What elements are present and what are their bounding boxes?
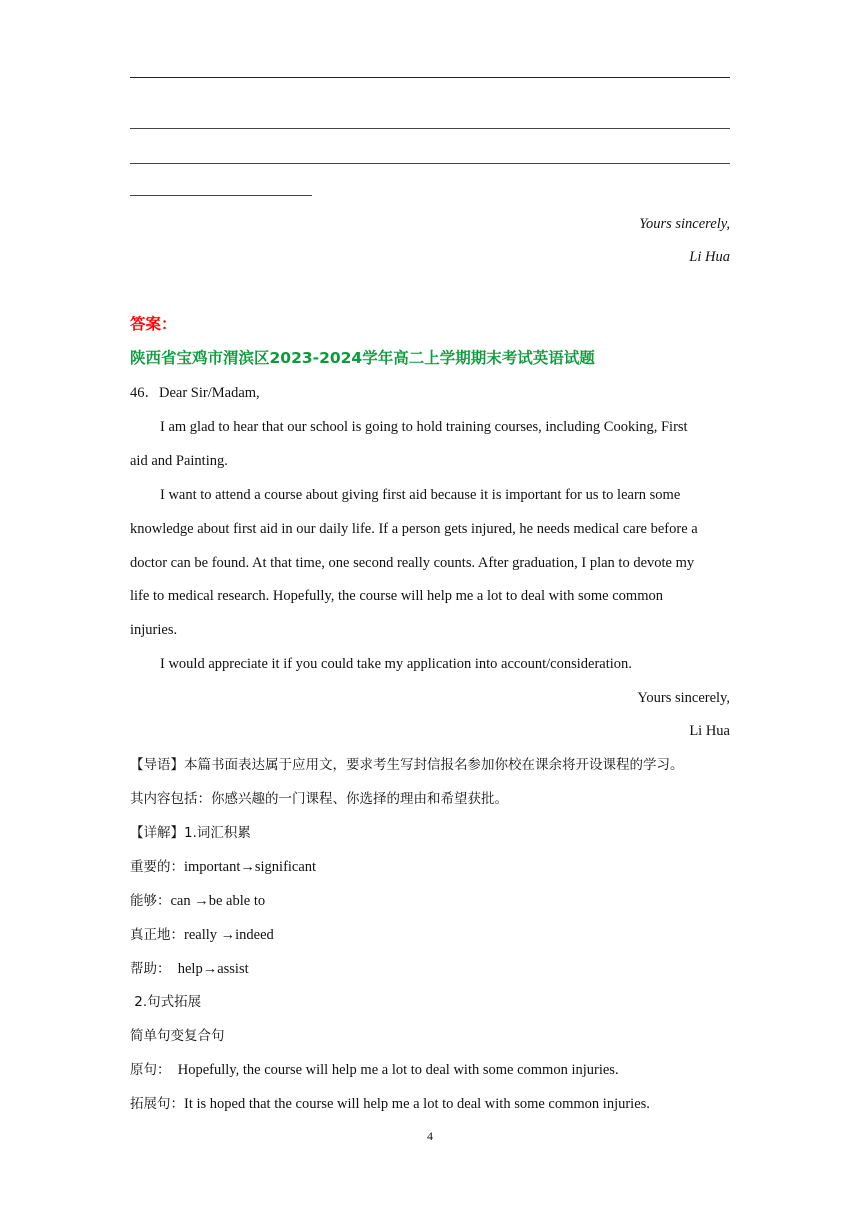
essay-line: injuries. <box>130 622 178 638</box>
detail-heading: 【详解】1.词汇积累 <box>130 825 251 841</box>
original-label: 原句： <box>130 1062 171 1078</box>
vocab-item <box>130 925 730 945</box>
expanded-text: It is hoped that the course will help me a lot to deal with some common injuries. <box>184 1096 650 1112</box>
essay-line: aid and Painting. <box>130 453 228 469</box>
answer-label: 答案： <box>130 315 177 333</box>
writing-line <box>130 195 312 196</box>
section-subheading: 简单句变复合句 <box>130 1028 225 1044</box>
vocab-item <box>130 891 730 911</box>
vocab-zh: 重要的： <box>130 859 184 875</box>
signoff-name: Li Hua <box>689 249 730 265</box>
original-text: Hopefully, the course will help me a lot to deal with some common injuries. <box>170 1062 619 1078</box>
guide-line: 其内容包括：你感兴趣的一门课程、你选择的理由和希望获批。 <box>130 791 508 807</box>
writing-line <box>130 128 730 129</box>
essay-closing: Yours sincerely, <box>637 690 730 706</box>
essay-line: knowledge about first aid in our daily life. If a person gets injured, he needs medical care before a <box>130 521 698 537</box>
top-rule <box>130 77 730 78</box>
vocab-en: really →indeed <box>184 927 274 943</box>
essay-line: doctor can be found. At that time, one second really counts. After graduation, I plan to devote my <box>130 555 695 571</box>
section-heading: 2.句式拓展 <box>130 994 202 1010</box>
vocab-zh: 能够： <box>130 893 171 909</box>
vocab-en: important→significant <box>184 859 317 875</box>
essay-line: I want to attend a course about giving first aid because it is important for us to learn some <box>160 487 681 503</box>
vocab-en: help→assist <box>170 961 249 977</box>
signoff-closing: Yours sincerely, <box>639 216 730 232</box>
vocab-en: can →be able to <box>170 893 266 909</box>
expanded-sentence <box>130 1094 730 1114</box>
essay-greeting: 46．Dear Sir/Madam, <box>130 385 260 401</box>
essay-line: life to medical research. Hopefully, the course will help me a lot to deal with some common <box>130 588 663 604</box>
essay-line: I am glad to hear that our school is going to hold training courses, including Cooking, First <box>160 419 688 435</box>
expanded-label: 拓展句： <box>130 1096 184 1112</box>
vocab-item <box>130 959 730 979</box>
page-number: 4 <box>427 1129 433 1143</box>
vocab-item <box>130 857 730 877</box>
essay-name: Li Hua <box>689 723 730 739</box>
essay-line: I would appreciate it if you could take my application into account/consideration. <box>160 656 632 672</box>
writing-line <box>130 163 730 164</box>
guide-line: 【导语】本篇书面表达属于应用文，要求考生写封信报名参加你校在课余将开设课程的学习。 <box>130 757 684 773</box>
original-sentence <box>130 1060 730 1080</box>
vocab-zh: 真正地： <box>130 927 184 943</box>
exam-title: 陕西省宝鸡市渭滨区2023-2024学年高二上学期期末考试英语试题 <box>130 349 595 367</box>
vocab-zh: 帮助： <box>130 961 171 977</box>
